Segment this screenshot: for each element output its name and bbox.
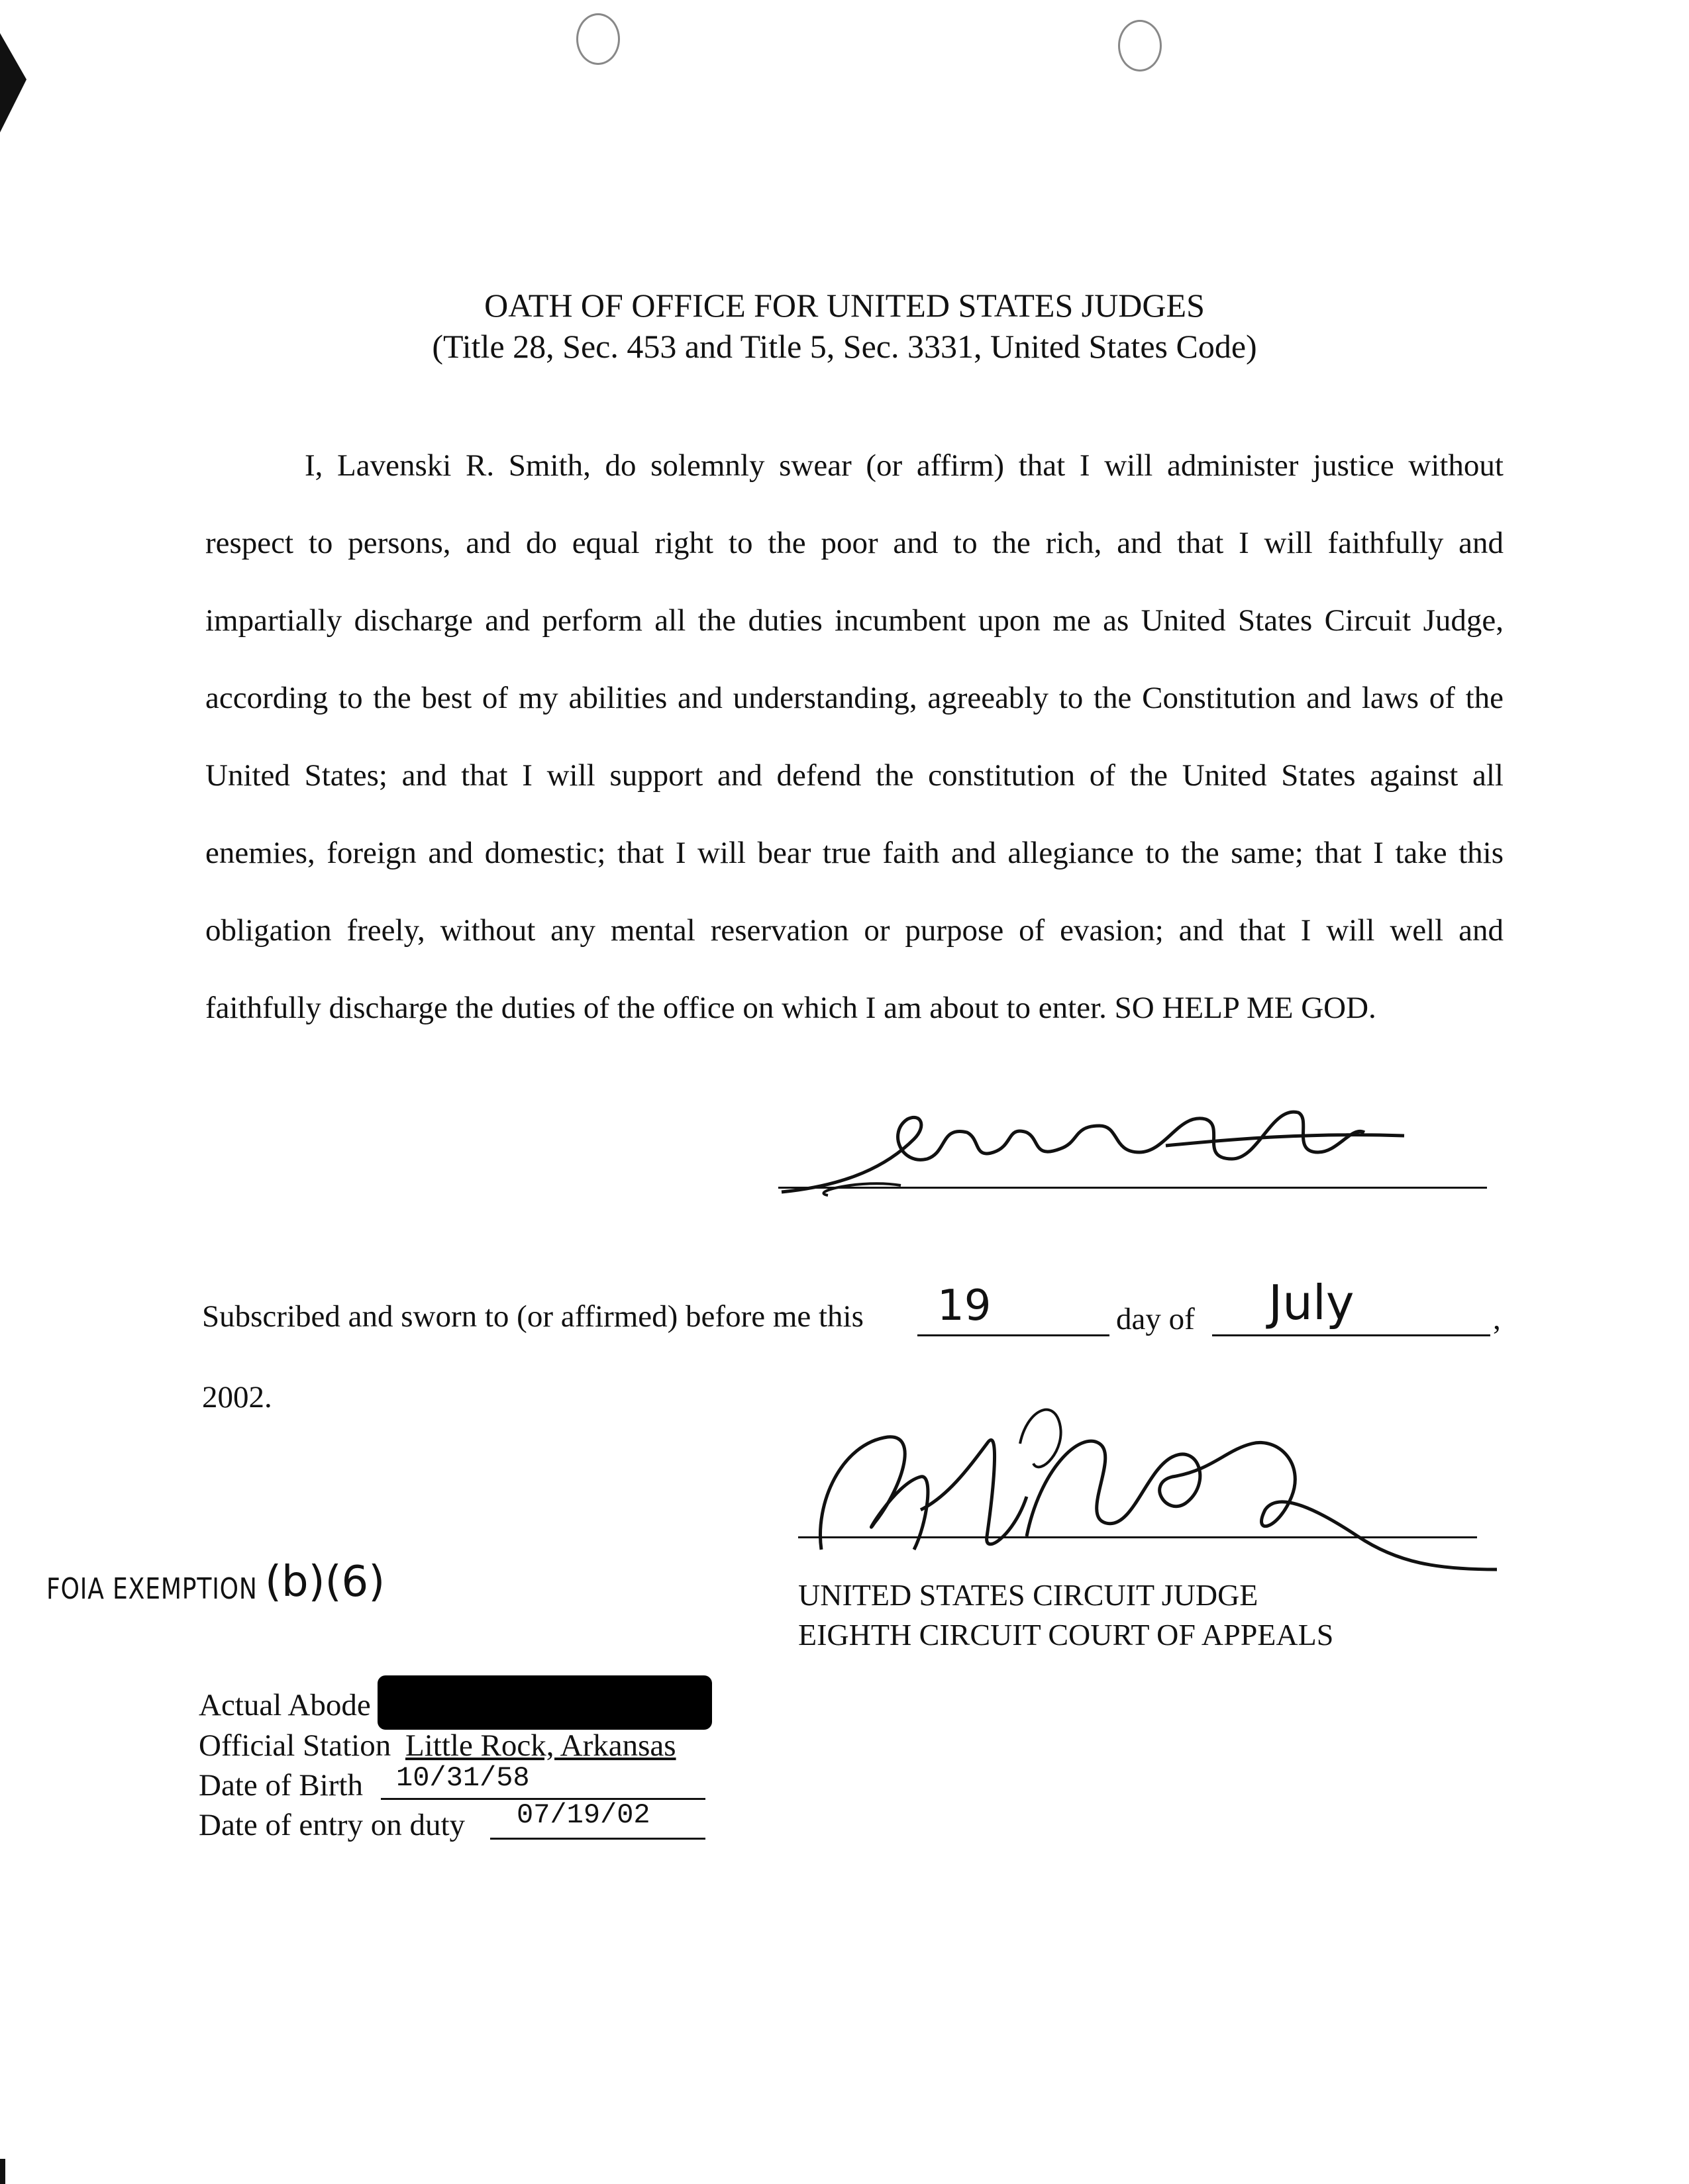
sworn-year: 2002. — [202, 1380, 272, 1415]
scan-edge-mark-bottom — [0, 2159, 5, 2184]
judge-signature-line — [778, 1187, 1487, 1189]
sworn-day-of: day of — [1116, 1302, 1195, 1336]
redaction-block — [378, 1675, 712, 1730]
oath-paragraph: I, Lavenski R. Smith, do solemnly swear (or affirm) that I will administer justice without respect to persons, and do equal right to the poor and to the rich, and that I will faithfully and impartially discharge and perform all the duties incumbent upon me as United States Circuit Judge, according to the best of my abilities and understanding, agreeably to the Constitution and laws of the United States; and that I will support and defend the constitution of the United States against all enemies, foreign and domestic; that I will bear true faith and allegiance to the same; that I take this obligation freely, without any mental reservation or purpose of evasion; and that I will well and faithfully discharge the duties of the office on which I am about to enter. SO HELP ME GOD. — [205, 448, 1504, 1025]
sworn-day-line — [917, 1334, 1109, 1336]
sworn-day: 19 — [937, 1281, 992, 1330]
administering-signature-line — [798, 1536, 1477, 1538]
dob-label: Date of Birth — [199, 1768, 363, 1803]
sworn-comma: , — [1493, 1302, 1501, 1336]
document-title: OATH OF OFFICE FOR UNITED STATES JUDGES — [484, 287, 1205, 324]
sworn-month: July — [1268, 1275, 1355, 1330]
entry-line — [490, 1838, 705, 1840]
foia-exemption-label: FOIA EXEMPTION — [46, 1572, 258, 1606]
official-title-line2: EIGHTH CIRCUIT COURT OF APPEALS — [798, 1618, 1334, 1652]
foia-exemption-code: (b)(6) — [265, 1558, 385, 1607]
station-value: Little Rock, Arkansas — [405, 1728, 676, 1763]
punch-hole-right — [1118, 20, 1162, 72]
scan-edge-mark — [0, 33, 33, 139]
document-subtitle: (Title 28, Sec. 453 and Title 5, Sec. 3331, United States Code) — [432, 328, 1257, 365]
official-title-line1: UNITED STATES CIRCUIT JUDGE — [798, 1578, 1258, 1612]
entry-label: Date of entry on duty — [199, 1808, 466, 1842]
sworn-month-line — [1212, 1334, 1490, 1336]
foia-exemption-stamp — [46, 1571, 258, 1608]
station-label: Official Station — [199, 1728, 391, 1763]
entry-value: 07/19/02 — [517, 1799, 650, 1831]
abode-label: Actual Abode — [199, 1688, 371, 1722]
administering-signature — [801, 1404, 1504, 1576]
sworn-prefix: Subscribed and sworn to (or affirmed) before me this — [202, 1299, 864, 1334]
punch-hole-left — [576, 13, 620, 65]
dob-value: 10/31/58 — [396, 1762, 530, 1794]
